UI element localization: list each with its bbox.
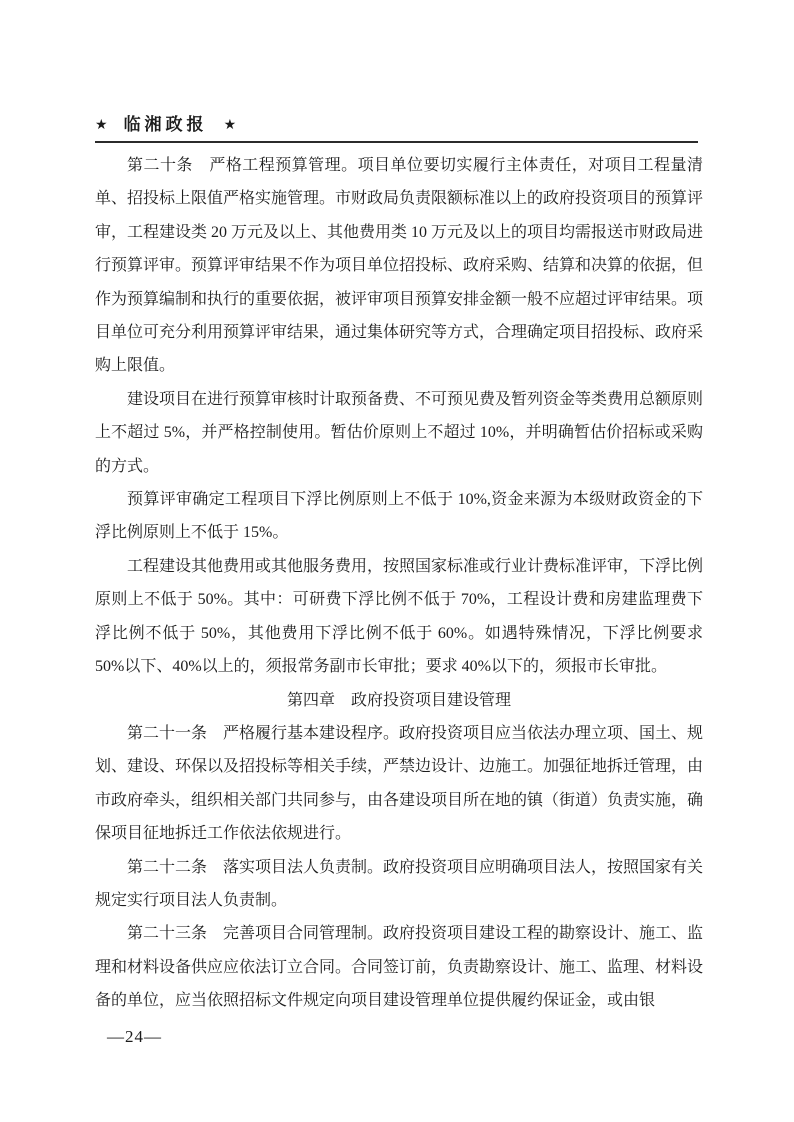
star-icon: ★ (223, 116, 237, 132)
gazette-title: 临湘政报 (123, 115, 208, 134)
page-header (95, 115, 698, 143)
paragraph-other-fees: 工程建设其他费用或其他服务费用，按照国家标准或行业计费标准评审，下浮比例原则上不低于 50%。其中：可研费下浮比例不低于 70%，工程设计费和房建监理费下浮比例不低于 50%，其他费用下浮比例不低于 60%。如遇特殊情况，下浮比例要求 50%以下、40%以上的，须报常务副市长审批；要求 40%以下的，须报市长审批。 (95, 557, 704, 676)
paragraph-clause-22: 第二十二条 落实项目法人负责制。政府投资项目应明确项目法人，按照国家有关规定实行项目法人负责制。 (95, 858, 704, 909)
paragraph-budget-reserve: 建设项目在进行预算审核时计取预备费、不可预见费及暂列资金等类费用总额原则上不超过 5%，并严格控制使用。暂估价原则上不超过 10%，并明确暂估价招标或采购的方式。 (95, 390, 704, 475)
document-body (95, 149, 703, 1018)
paragraph-clause-21: 第二十一条 严格履行基本建设程序。政府投资项目应当依法办理立项、国土、规划、建设、环保以及招投标等相关手续，严禁边设计、边施工。加强征地拆迁管理，由市政府牵头，组织相关部门共同参与，由各建设项目所在地的镇（街道）负责实施，确保项目征地拆迁工作依法依规进行。 (95, 724, 704, 843)
paragraph-downward-ratio: 预算评审确定工程项目下浮比例原则上不低于 10%,资金来源为本级财政资金的下浮比例原则上不低于 15%。 (95, 491, 703, 542)
chapter-4-heading: 第四章 政府投资项目建设管理 (286, 691, 511, 709)
page-number: —24— (107, 1027, 162, 1046)
page-footer (107, 1026, 162, 1048)
star-icon: ★ (95, 116, 108, 132)
paragraph-clause-23: 第二十三条 完善项目合同管理制。政府投资项目建设工程的勘察设计、施工、监理和材料设备供应应依法订立合同。合同签订前，负责勘察设计、施工、监理、材料设备的单位，应当依照招标文件规定向项目建设管理单位提供履约保证金，或由银 (95, 925, 704, 1010)
paragraph-clause-20: 第二十条 严格工程预算管理。项目单位要切实履行主体责任，对项目工程量清单、招投标上限值严格实施管理。市财政局负责限额标准以上的政府投资项目的预算评审，工程建设类 20 万元及以上、其他费用类 10 万元及以上的项目均需报送市财政局进行预算评审。预算评审结果不作为项目单位招投标、政府采购、结算和决算的依据，但作为预算编制和执行的重要依据，被评审项目预算安排金额一般不应超过评审结果。项目单位可充分利用预算评审结果，通过集体研究等方式，合理确定项目招投标、政府采购上限值。 (95, 157, 704, 375)
